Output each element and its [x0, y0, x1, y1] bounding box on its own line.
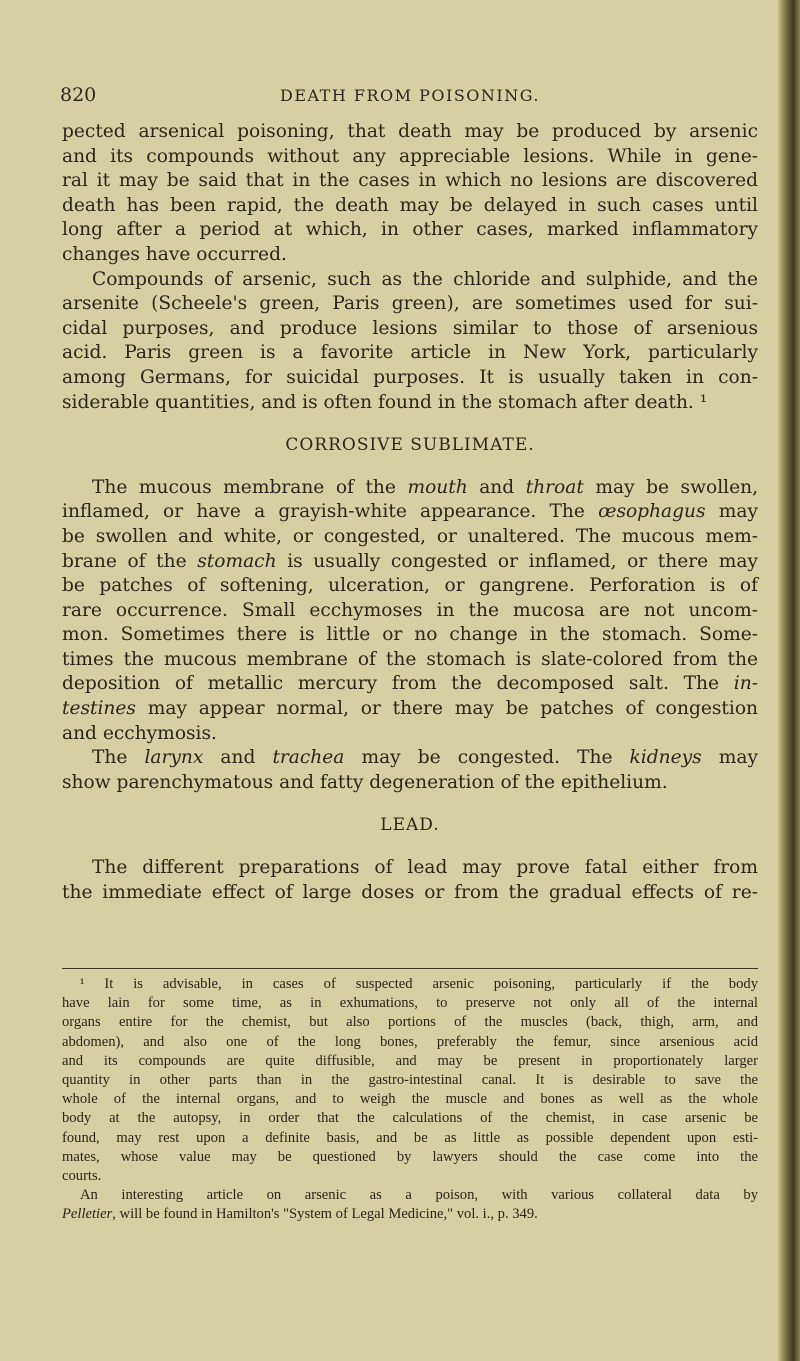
text-line	[62, 1186, 758, 1205]
text-run: show parenchymatous and fatty degeneration of the epithelium.	[62, 771, 668, 793]
text-line	[62, 623, 758, 648]
text-line	[62, 856, 758, 881]
text-run: cidal purposes, and produce lesions similar to those of arsenious	[62, 317, 758, 339]
italic-text: larynx	[144, 747, 204, 769]
footnotes	[62, 975, 758, 1224]
text-line	[62, 1109, 758, 1128]
text-line	[62, 1013, 758, 1032]
text-line	[62, 525, 758, 550]
text-run: mates, whose value may be questioned by lawyers should the case come into the	[62, 1148, 758, 1165]
text-run: changes have occurred.	[62, 243, 287, 265]
text-line	[62, 169, 758, 194]
text-line	[62, 218, 758, 243]
text-run: may be swollen,	[583, 476, 758, 498]
italic-text: testines	[62, 698, 136, 720]
text-run: may appear normal, or there may be patches of congestion	[135, 698, 758, 720]
text-line	[62, 194, 758, 219]
text-run: The mucous membrane of the	[92, 476, 408, 498]
text-line	[62, 145, 758, 170]
text-line	[62, 1205, 758, 1224]
text-line	[62, 1071, 758, 1090]
book-binding-edge	[778, 0, 800, 1361]
text-line	[62, 574, 758, 599]
text-line	[62, 746, 758, 771]
text-run: Compounds of arsenic, such as the chloride and sulphide, and the	[92, 268, 758, 290]
text-run: rare occurrence. Small ecchymoses in the mucosa are not uncom-	[62, 599, 758, 621]
text-run: brane of the	[62, 550, 198, 572]
text-run: ¹ It is advisable, in cases of suspected arsenic poisoning, particularly if the body	[80, 976, 758, 992]
text-run: among Germans, for suicidal purposes. It is usually taken in con-	[62, 366, 758, 388]
text-line	[62, 599, 758, 624]
body-text	[62, 120, 758, 905]
italic-text: in-	[733, 673, 758, 695]
text-run: organs entire for the chemist, but also portions of the muscles (back, thigh, arm, and	[62, 1014, 758, 1031]
text-line	[62, 672, 758, 697]
text-run: long after a period at which, in other cases, marked inflammatory	[62, 219, 758, 241]
italic-text: mouth	[407, 476, 468, 498]
text-run: death has been rapid, the death may be delayed in such cases until	[62, 194, 758, 216]
text-run: the immediate effect of large doses or from the gradual effects of re-	[62, 881, 758, 903]
text-line	[62, 1052, 758, 1071]
italic-text: Pelletier	[62, 1206, 113, 1223]
text-line	[62, 1129, 758, 1148]
text-line	[62, 771, 758, 796]
text-run: quantity in other parts than in the gastro-intestinal canal. It is desirable to save the	[62, 1071, 758, 1088]
page-number: 820	[60, 84, 97, 106]
text-run: inflamed, or have a grayish-white appearance. The	[62, 501, 599, 523]
text-line	[62, 243, 758, 268]
text-line	[62, 881, 758, 906]
text-run: An interesting article on arsenic as a poison, with various collateral data by	[80, 1187, 758, 1204]
text-run: body at the autopsy, in order that the calculations of the chemist, in case arsenic be	[62, 1110, 758, 1127]
text-line	[62, 697, 758, 722]
text-line	[62, 1090, 758, 1109]
text-line	[62, 1167, 758, 1186]
text-line	[62, 1033, 758, 1052]
text-run: ral it may be said that in the cases in which no lesions are discovered	[62, 170, 758, 192]
text-run: be patches of softening, ulceration, or gangrene. Perforation is of	[62, 575, 758, 597]
text-line	[62, 292, 758, 317]
italic-text: kidneys	[629, 747, 702, 769]
text-run: and ecchymosis.	[62, 722, 217, 744]
text-line	[62, 648, 758, 673]
text-line	[62, 391, 758, 416]
text-line	[62, 476, 758, 501]
text-run: may	[701, 747, 758, 769]
text-run: be swollen and white, or congested, or unaltered. The mucous mem-	[62, 525, 758, 547]
text-line	[62, 341, 758, 366]
section-heading: CORROSIVE SUBLIMATE.	[285, 435, 535, 456]
text-run: courts.	[62, 1167, 102, 1184]
text-line	[62, 317, 758, 342]
text-run: may	[705, 501, 758, 523]
footnote-rule	[62, 968, 758, 969]
text-run: have lain for some time, as in exhumations, to preserve not only all of the internal	[62, 995, 758, 1012]
text-line	[62, 1148, 758, 1167]
text-line	[62, 994, 758, 1013]
text-run: deposition of metallic mercury from the decomposed salt. The	[62, 673, 734, 695]
text-line	[62, 120, 758, 145]
text-run: is usually congested or inflamed, or there may	[276, 550, 758, 572]
italic-text: trachea	[272, 747, 345, 769]
text-run: siderable quantities, and is often found in the stomach after death. ¹	[62, 391, 708, 413]
text-line	[62, 366, 758, 391]
text-run: arsenite (Scheele's green, Paris green), are sometimes used for sui-	[62, 293, 758, 315]
text-run: and	[467, 476, 526, 498]
text-run: pected arsenical poisoning, that death may be produced by arsenic	[62, 121, 758, 142]
italic-text: throat	[525, 476, 584, 498]
text-run: and its compounds without any appreciable lesions. While in gene-	[62, 145, 758, 167]
text-run: found, may rest upon a definite basis, and be as little as possible dependent upon esti-	[62, 1129, 758, 1146]
text-run: The different preparations of lead may prove fatal either from	[92, 857, 758, 879]
text-run: and its compounds are quite diffusible, and may be present in proportionately larger	[62, 1052, 758, 1069]
text-line	[62, 975, 758, 994]
running-title: DEATH FROM POISONING.	[279, 86, 541, 105]
text-line	[62, 500, 758, 525]
text-run: mon. Sometimes there is little or no change in the stomach. Some-	[62, 624, 758, 646]
text-line	[62, 722, 758, 747]
text-run: whole of the internal organs, and to weigh the muscle and bones as well as the whole	[62, 1091, 758, 1108]
section-heading: LEAD.	[380, 815, 440, 836]
text-line	[62, 268, 758, 293]
text-run: may be congested. The	[344, 747, 630, 769]
text-run: and	[203, 747, 273, 769]
text-run: The	[92, 747, 145, 769]
text-line	[62, 550, 758, 575]
italic-text: stomach	[197, 550, 277, 572]
text-run: times the mucous membrane of the stomach is slate-colored from the	[62, 648, 758, 670]
text-run: abdomen), and also one of the long bones, preferably the femur, since arsenious acid	[62, 1033, 758, 1050]
italic-text: œsophagus	[598, 501, 706, 523]
page-header	[60, 84, 760, 110]
text-run: acid. Paris green is a favorite article in New York, particularly	[62, 342, 758, 364]
text-run: , will be found in Hamilton's "System of Legal Medicine," vol. i., p. 349.	[112, 1206, 538, 1223]
